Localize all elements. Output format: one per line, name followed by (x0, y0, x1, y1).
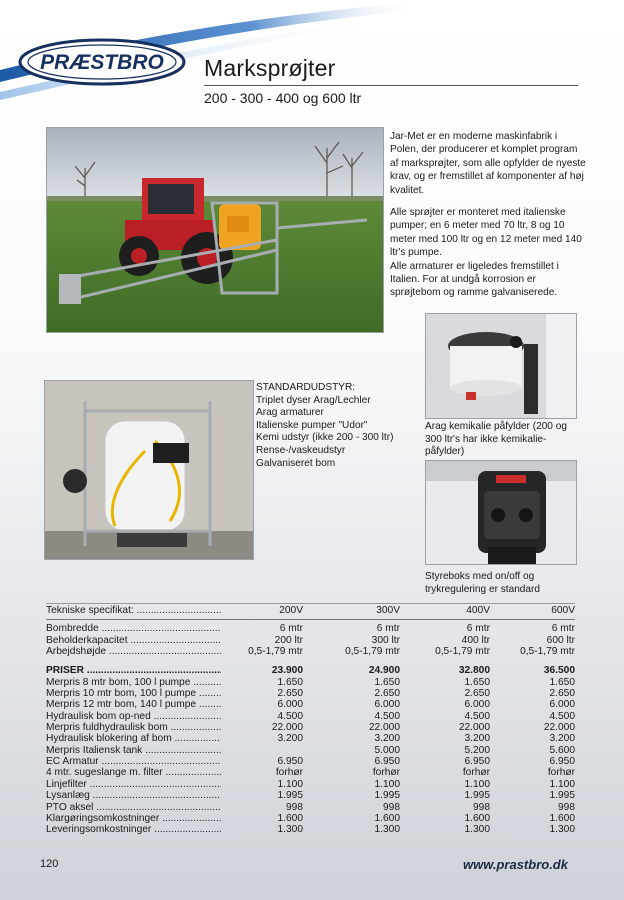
intro-paragraph-3: Alle armaturer er ligeledes fremstillet i Italien. For at undgå korrosion er sprøjtebom og ramme galvaniserede. (390, 260, 559, 299)
cell-value: 2.650 (464, 688, 490, 700)
chemical-inductor-photo (425, 313, 577, 419)
cell-value: 22.000 (271, 722, 303, 734)
title-divider (204, 85, 578, 86)
cell-value: 22.000 (543, 722, 575, 734)
cell-value: 200 ltr (274, 634, 303, 646)
table-row (46, 756, 575, 767)
cell-value: 1.600 (549, 812, 575, 824)
cell-value: 4.500 (464, 710, 490, 722)
cell-value: 1.650 (464, 676, 490, 688)
cell-value: 3.200 (374, 733, 400, 745)
cell-value: 5.600 (549, 744, 575, 756)
standard-item: Arag armaturer (256, 407, 324, 419)
cell-value: 1.600 (464, 812, 490, 824)
cell-value: 6.950 (277, 756, 303, 768)
cell-value: 4.500 (549, 710, 575, 722)
cell-value: forhør (462, 767, 490, 779)
cell-value: 0,5-1,79 mtr (248, 646, 303, 658)
cell-value: forhør (372, 767, 400, 779)
price-row (46, 665, 575, 676)
table-row (46, 824, 575, 835)
row-label: 4 mtr. sugeslange m. filter ..... (46, 767, 221, 778)
cell-value: 998 (286, 801, 303, 813)
cell-value: 1.300 (549, 824, 575, 836)
row-label: Hydraulisk bom op-ned ..... (46, 711, 221, 722)
price-value: 23.900 (271, 665, 303, 677)
tractor-sprayer-photo (46, 127, 384, 333)
price-value: 32.800 (458, 665, 490, 677)
intro-paragraph-2: Alle sprøjter er monteret med italienske pumper; en 6 meter med 70 ltr, 8 og 10 meter med 100 ltr og en 12 meter med 140 ltr's pumpe. (390, 207, 582, 259)
row-label: EC Armatur ..... (46, 756, 221, 767)
standard-item: Triplet dyser Arag/Lechler (256, 394, 371, 406)
row-label: PTO aksel ..... (46, 802, 221, 813)
cell-value: 600 ltr (546, 634, 575, 646)
control-box-caption: Styreboks med on/off og trykregulering er standard (425, 571, 541, 595)
table-row (46, 699, 575, 710)
table-row (46, 688, 575, 699)
standard-equipment (256, 382, 424, 470)
control-box-photo (425, 460, 577, 565)
row-label: Linjefilter ..... (46, 779, 221, 790)
cell-value: 998 (558, 801, 575, 813)
cell-value: 1.100 (277, 778, 303, 790)
cell-value: 1.995 (374, 790, 400, 802)
row-label: Merpris 10 mtr bom, 100 l pumpe ..... (46, 688, 221, 699)
cell-value: 0,5-1,79 mtr (520, 646, 575, 658)
table-row (46, 767, 575, 778)
page-subtitle: 200 - 300 - 400 og 600 ltr (204, 90, 362, 106)
cell-value: 1.100 (464, 778, 490, 790)
table-row (46, 779, 575, 790)
cell-value: 3.200 (277, 733, 303, 745)
chemical-inductor-caption: Arag kemikalie påfylder (200 og 300 ltr's har ikke kemikalie-påfylder) (425, 421, 567, 458)
specifications-table (46, 605, 575, 836)
standard-item: Kemi udstyr (ikke 200 - 300 ltr) (256, 432, 394, 444)
row-label: Merpris fuldhydraulisk bom ..... (46, 722, 221, 733)
cell-value: 3.200 (549, 733, 575, 745)
table-row (46, 646, 575, 657)
standard-heading: STANDARDUDSTYR: (256, 382, 356, 393)
page-number: 120 (40, 858, 59, 870)
cell-value: 0,5-1,79 mtr (345, 646, 400, 658)
cell-value: 5.200 (464, 744, 490, 756)
intro-text (390, 130, 586, 309)
table-row (46, 620, 575, 635)
cell-value: 1.650 (549, 676, 575, 688)
cell-value: 6.000 (549, 699, 575, 711)
cell-value: 0,5-1,79 mtr (435, 646, 490, 658)
praestbro-logo (18, 34, 188, 90)
column-header: 300V (303, 605, 400, 620)
cell-value: 300 ltr (371, 634, 400, 646)
row-label: Klargøringsomkostninger ..... (46, 813, 221, 824)
cell-value: 22.000 (368, 722, 400, 734)
row-label: Bombredde ..... (46, 623, 221, 634)
standard-item: Galvaniseret bom (256, 457, 336, 469)
cell-value: 1.650 (374, 676, 400, 688)
price-value: 24.900 (368, 665, 400, 677)
website-link[interactable]: www.prastbro.dk (463, 857, 568, 872)
cell-value: 1.600 (374, 812, 400, 824)
row-label: Arbejdshøjde ..... (46, 646, 221, 657)
cell-value: 400 ltr (461, 634, 490, 646)
cell-value: 1.100 (374, 778, 400, 790)
table-row (46, 790, 575, 801)
row-label: Merpris 8 mtr bom, 100 l pumpe ..... (46, 677, 221, 688)
column-header: 200V (221, 605, 303, 620)
cell-value: 6 mtr (376, 623, 400, 635)
cell-value: 6.000 (464, 699, 490, 711)
column-header: 600V (490, 605, 575, 620)
standard-item: Italienske pumper "Udor" (256, 419, 368, 431)
logo-wordmark: PRÆSTBRO (40, 51, 164, 74)
row-label: Hydraulisk blokering af bom ..... (46, 733, 221, 744)
table-row (46, 722, 575, 733)
table-row (46, 711, 575, 722)
cell-value: 4.500 (277, 710, 303, 722)
table-row (46, 635, 575, 646)
table-spacer (46, 657, 575, 665)
row-label: Leveringsomkostninger ..... (46, 824, 221, 835)
cell-value: 6 mtr (551, 623, 575, 635)
row-label: Lysanlæg ..... (46, 790, 221, 801)
row-label: Merpris 12 mtr bom, 140 l pumpe ..... (46, 699, 221, 710)
table-row (46, 813, 575, 824)
table-header-label: Tekniske specifikat: ..... (46, 605, 221, 616)
cell-value: 998 (473, 801, 490, 813)
cell-value: 6.000 (277, 699, 303, 711)
cell-value: 1.100 (549, 778, 575, 790)
price-label: PRISER ..... (46, 665, 221, 676)
cell-value: 6.950 (549, 756, 575, 768)
row-label: Merpris Italiensk tank ..... (46, 745, 221, 756)
tech-rows (46, 620, 575, 658)
cell-value: 3.200 (464, 733, 490, 745)
cell-value: 6.950 (374, 756, 400, 768)
cell-value: 22.000 (458, 722, 490, 734)
cell-value: forhør (547, 767, 575, 779)
standard-item: Rense-/vaskeudstyr (256, 444, 346, 456)
cell-value: 6.950 (464, 756, 490, 768)
cell-value: 1.995 (549, 790, 575, 802)
table-row (46, 677, 575, 688)
cell-value: 1.300 (277, 824, 303, 836)
page-title: Marksprøjter (204, 55, 336, 81)
table-header-row (46, 605, 575, 620)
cell-value: 4.500 (374, 710, 400, 722)
cell-value: 1.650 (277, 676, 303, 688)
cell-value: 2.650 (277, 688, 303, 700)
cell-value: 1.300 (464, 824, 490, 836)
cell-value: 1.995 (277, 790, 303, 802)
table-row (46, 745, 575, 756)
cell-value: 2.650 (549, 688, 575, 700)
cell-value: 2.650 (374, 688, 400, 700)
intro-paragraph-1: Jar-Met er en moderne maskinfabrik i Polen, der producerer et komplet program af marksprøjter, som alle opfylder de nyeste krav, og er fremstillet af komponenter af høj kvalitet. (390, 131, 586, 196)
row-label: Beholderkapacitet ..... (46, 635, 221, 646)
cell-value: 5.000 (374, 744, 400, 756)
cell-value: forhør (275, 767, 303, 779)
price-value: 36.500 (543, 665, 575, 677)
table-row (46, 802, 575, 813)
cell-value (221, 745, 303, 756)
option-rows (46, 677, 575, 836)
cell-value: 1.995 (464, 790, 490, 802)
column-header: 400V (400, 605, 490, 620)
cell-value: 1.600 (277, 812, 303, 824)
sprayer-tank-photo (44, 380, 254, 560)
cell-value: 1.300 (374, 824, 400, 836)
cell-value: 6 mtr (279, 623, 303, 635)
cell-value: 6 mtr (466, 623, 490, 635)
table-row (46, 733, 575, 744)
cell-value: 998 (383, 801, 400, 813)
table-top-rule (46, 603, 575, 604)
cell-value: 6.000 (374, 699, 400, 711)
